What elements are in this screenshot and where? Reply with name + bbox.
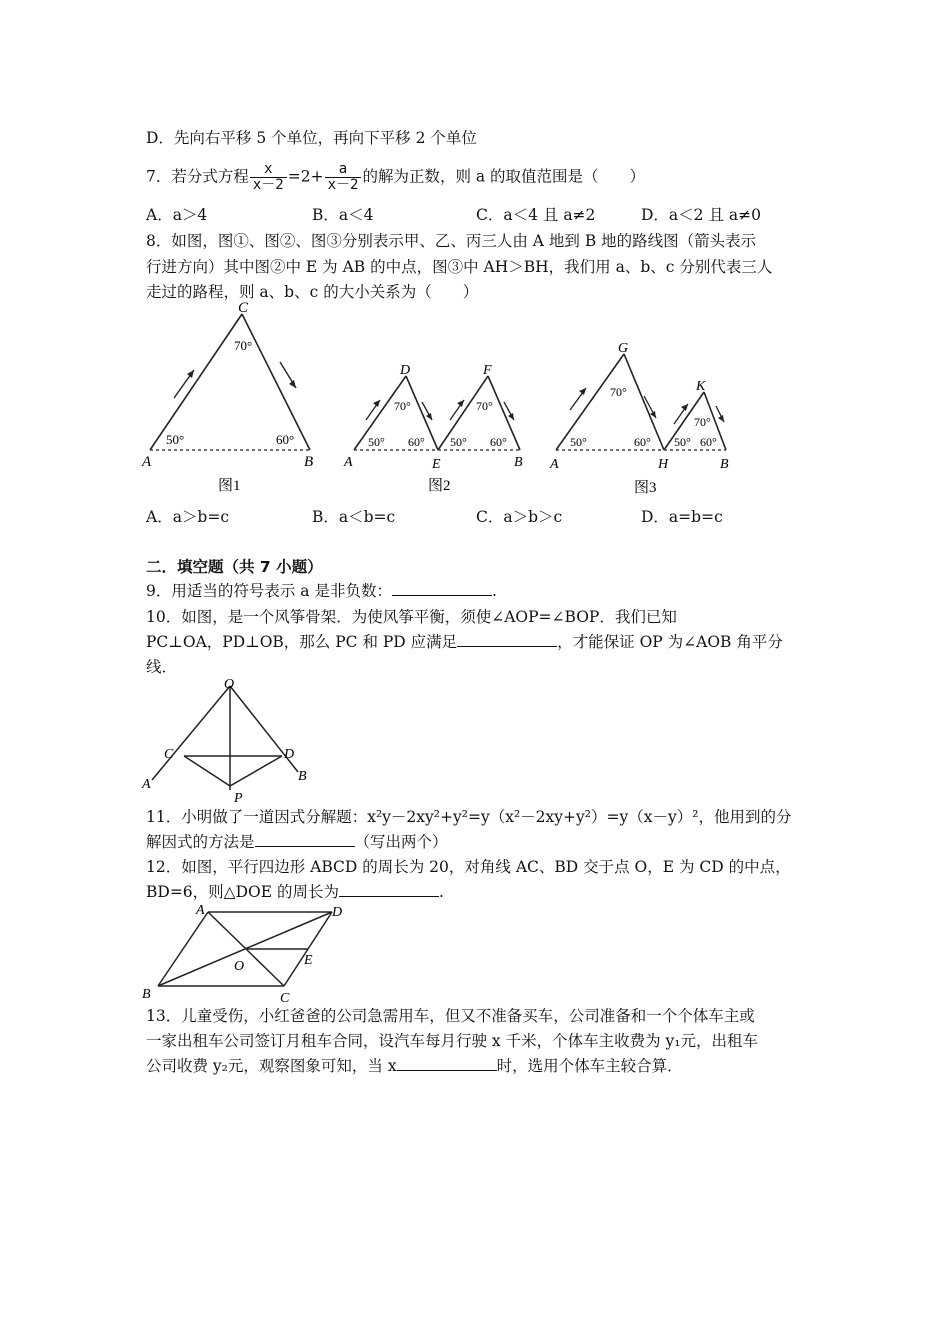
q7-mid: =2+ bbox=[287, 167, 324, 186]
fig1-caption: 图1 bbox=[218, 478, 241, 494]
fig2-angle-right-1: 60° bbox=[408, 435, 425, 449]
q10-line-3: 线． bbox=[146, 658, 178, 676]
q10-line-2 bbox=[146, 631, 783, 653]
q8-line-2: 行进方向）其中图②中 E 为 AB 的中点，图③中 AH＞BH，我们用 a、b、c 分别代表三人 bbox=[146, 258, 773, 276]
fig2-angle-top-1: 70° bbox=[394, 399, 411, 413]
kite-label-b: B bbox=[298, 769, 307, 784]
fig1-label-a: A bbox=[142, 454, 152, 470]
q7-fraction-1 bbox=[250, 162, 287, 193]
q10-line-2a: PC⊥OA，PD⊥OB，那么 PC 和 PD 应满足 bbox=[146, 633, 458, 651]
fig1-angle-left: 50° bbox=[166, 432, 185, 447]
q9-text: 9．用适当的符号表示 a 是非负数： bbox=[146, 582, 392, 600]
fig2-label-f: F bbox=[483, 363, 492, 378]
fig2-label-a: A bbox=[344, 455, 353, 470]
q8-option-d: D．a=b=c bbox=[641, 508, 723, 526]
fig2-label-b: B bbox=[514, 455, 523, 470]
q7-frac1-num: x bbox=[264, 161, 273, 177]
fig3-angle-left-1: 50° bbox=[570, 435, 587, 449]
q12-line-1: 12．如图，平行四边形 ABCD 的周长为 20，对角线 AC、BD 交于点 O，E 为 CD 的中点， bbox=[146, 858, 791, 876]
para-label-b: B bbox=[142, 987, 151, 1002]
q7-option-d: D．a＜2 且 a≠0 bbox=[641, 206, 761, 224]
q8-option-b: B．a＜b=c bbox=[312, 508, 396, 526]
fig2-label-d: D bbox=[400, 363, 411, 378]
q7-option-b: B．a＜4 bbox=[312, 206, 374, 224]
kite-label-a: A bbox=[142, 777, 151, 792]
fig2-angle-top-2: 70° bbox=[476, 399, 493, 413]
q10-kite-figure bbox=[138, 676, 318, 806]
q13-line-3a: 公司收费 y₂元，观察图象可知，当 x bbox=[146, 1057, 397, 1075]
q9-end: . bbox=[491, 582, 497, 600]
fig3-angle-right-2: 60° bbox=[700, 435, 717, 449]
q10-line-2b: ，才能保证 OP 为∠AOB 角平分 bbox=[557, 633, 783, 651]
q8-figure-1 bbox=[138, 300, 328, 500]
para-label-a: A bbox=[196, 903, 205, 918]
q12-parallelogram-figure bbox=[138, 900, 348, 1004]
para-label-c: C bbox=[280, 991, 290, 1004]
fig3-label-b: B bbox=[720, 457, 729, 472]
q9-answer-blank bbox=[392, 581, 492, 596]
fig2-angle-right-2: 60° bbox=[490, 435, 507, 449]
para-label-e: E bbox=[304, 953, 313, 968]
q12-line-2b: . bbox=[438, 883, 444, 901]
fig2-label-e: E bbox=[432, 457, 441, 472]
q12-answer-blank bbox=[339, 882, 439, 897]
q7-frac2-den: x－2 bbox=[325, 177, 362, 193]
q7-option-a: A．a＞4 bbox=[146, 206, 208, 224]
fig3-angle-left-2: 50° bbox=[674, 435, 691, 449]
q7-frac1-den: x－2 bbox=[250, 177, 287, 193]
fig1-label-c: C bbox=[238, 300, 249, 316]
kite-label-p: P bbox=[234, 791, 243, 806]
fig3-label-k: K bbox=[696, 379, 706, 394]
q11-answer-blank bbox=[255, 832, 355, 847]
fig3-label-h: H bbox=[658, 457, 669, 472]
fig2-angle-left-1: 50° bbox=[368, 435, 385, 449]
q8-line-1: 8．如图，图①、图②、图③分别表示甲、乙、丙三人由 A 地到 B 地的路线图（箭头表示 bbox=[146, 232, 757, 250]
fig3-angle-right-1: 60° bbox=[634, 435, 651, 449]
kite-label-c: C bbox=[164, 747, 174, 762]
q6-option-d: D．先向右平移 5 个单位，再向下平移 2 个单位 bbox=[146, 129, 477, 147]
fig3-caption: 图3 bbox=[634, 480, 657, 496]
fig1-angle-top: 70° bbox=[234, 338, 253, 353]
q10-answer-blank bbox=[457, 632, 557, 647]
para-label-o: O bbox=[234, 959, 245, 974]
q7-frac2-num: a bbox=[338, 161, 348, 177]
fig3-label-a: A bbox=[550, 457, 559, 472]
q7-suffix: 的解为正数，则 a 的取值范围是（ ） bbox=[362, 167, 646, 186]
q8-option-c: C．a＞b＞c bbox=[476, 508, 563, 526]
fig3-angle-top-2: 70° bbox=[694, 415, 711, 429]
q12-line-2a: BD=6，则△DOE 的周长为 bbox=[146, 883, 339, 901]
q9-stem bbox=[146, 580, 497, 602]
q11-line-2 bbox=[146, 831, 448, 853]
q8-line-3: 走过的路程，则 a、b、c 的大小关系为（ ） bbox=[146, 283, 479, 301]
q8-figure-2 bbox=[340, 362, 532, 502]
q7-fraction-2 bbox=[325, 162, 362, 193]
fig2-caption: 图2 bbox=[428, 478, 451, 494]
fig3-angle-top-1: 70° bbox=[610, 385, 627, 399]
q7-stem bbox=[146, 162, 645, 193]
q13-line-3 bbox=[146, 1055, 683, 1077]
section-2-title: 二．填空题（共 7 小题） bbox=[146, 558, 323, 576]
para-label-d: D bbox=[332, 905, 343, 920]
q11-line-2b: （写出两个） bbox=[354, 833, 448, 851]
fig1-label-b: B bbox=[304, 454, 314, 470]
q8-option-a: A．a＞b=c bbox=[146, 508, 230, 526]
q7-prefix: 7．若分式方程 bbox=[146, 167, 249, 186]
fig3-label-g: G bbox=[618, 341, 629, 356]
kite-label-o: O bbox=[224, 677, 235, 692]
fig1-angle-right: 60° bbox=[276, 432, 295, 447]
q11-line-2a: 解因式的方法是 bbox=[146, 833, 255, 851]
q13-line-3b: 时，选用个体车主较合算． bbox=[496, 1057, 683, 1075]
q7-option-c: C．a＜4 且 a≠2 bbox=[476, 206, 596, 224]
q13-line-1: 13．儿童受伤，小红爸爸的公司急需用车，但又不准备买车，公司准备和一个个体车主或 bbox=[146, 1007, 755, 1025]
q11-line-1: 11．小明做了一道因式分解题：x²y－2xy²+y²=y（x²－2xy+y²）=y（x－y）²，他用到的分 bbox=[146, 808, 792, 826]
fig2-angle-left-2: 50° bbox=[450, 435, 467, 449]
q10-line-1: 10．如图，是一个风筝骨架．为使风筝平衡，须使∠AOP=∠BOP．我们已知 bbox=[146, 608, 677, 626]
kite-label-d: D bbox=[284, 747, 295, 762]
q8-figure-3 bbox=[544, 340, 736, 502]
q13-answer-blank bbox=[397, 1056, 497, 1071]
q13-line-2: 一家出租车公司签订月租车合同，设汽车每月行驶 x 千米，个体车主收费为 y₁元，出租车 bbox=[146, 1032, 758, 1050]
